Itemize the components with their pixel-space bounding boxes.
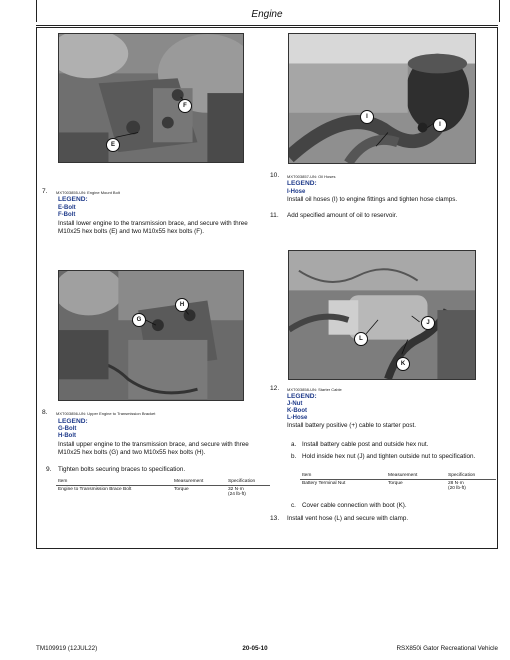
legend-item: H-Bolt	[58, 433, 76, 439]
callout-h: H	[175, 298, 189, 312]
callout-l: L	[354, 332, 368, 346]
engine-mount-photo	[58, 33, 244, 163]
step-text: Install lower engine to the transmission brace, and secure with three M10x25 hex bolts (E) and two M10x55 hex bolts (F).	[58, 220, 248, 236]
table-header: Item	[302, 473, 312, 478]
torque-spec-table	[56, 478, 270, 498]
callout-i: I	[360, 110, 374, 124]
table-cell	[226, 486, 270, 499]
step-number: 10.	[270, 172, 280, 179]
callout-j: J	[421, 316, 435, 330]
legend-item: J-Nut	[287, 401, 303, 407]
step-number: 11.	[270, 212, 279, 219]
header-divider	[36, 25, 498, 26]
page-title: Engine	[251, 9, 283, 20]
substep-text: Hold inside hex nut (J) and tighten outside nut to specification.	[302, 453, 476, 460]
figure-caption: MXT003858-UN: Starter Cable	[287, 387, 342, 392]
legend-item: I-Hose	[287, 189, 306, 195]
legend-item: E-Bolt	[58, 205, 76, 211]
legend-item: K-Boot	[287, 408, 307, 414]
spec-metric: 32 N·m	[228, 487, 244, 492]
figure-caption: MXT003855-UN: Engine Mount Bolt	[56, 190, 120, 195]
step-number: 13.	[270, 515, 280, 522]
spec-imperial: (20 lb-ft)	[448, 486, 466, 491]
substep-text: Cover cable connection with boot (K).	[302, 502, 407, 509]
upper-bracket-photo	[58, 270, 244, 401]
step-number: 12.	[270, 385, 280, 392]
legend-title: LEGEND:	[287, 393, 317, 400]
table-cell: Torque	[174, 487, 189, 492]
table-cell: Battery Terminal Nut	[302, 481, 346, 486]
legend-item: L-Hose	[287, 415, 308, 421]
figure-caption: MXT003857-UN: Oil Hoses	[287, 174, 336, 179]
table-cell	[446, 480, 496, 493]
callout-e: E	[106, 138, 120, 152]
step-text: Install upper engine to the transmission brace, and secure with three M10x25 hex bolts (G) and two M10x55 hex bolts (H).	[58, 441, 249, 457]
step-text: Install oil hoses (I) to engine fittings and tighten hose clamps.	[287, 196, 458, 203]
table-cell: Engine to Transmission Brace Bolt	[58, 487, 132, 492]
legend-title: LEGEND:	[58, 196, 88, 203]
legend-item: G-Bolt	[58, 426, 77, 432]
table-header: Item	[58, 479, 68, 484]
step-text: Add specified amount of oil to reservoir.	[287, 212, 398, 219]
table-row	[56, 486, 270, 499]
table-row	[300, 480, 496, 493]
figure-caption: MXT003856-UN: Upper Engine to Transmission Bracket	[56, 411, 156, 416]
step-number: 8.	[42, 409, 48, 416]
callout-i: I	[433, 118, 447, 132]
oil-hoses-photo	[288, 33, 476, 164]
legend-title: LEGEND:	[58, 418, 88, 425]
table-header: Measurement	[388, 473, 418, 478]
torque-spec-table	[300, 472, 496, 492]
footer-doc-id: TM109919 (12JUL22)	[36, 645, 98, 652]
callout-g: G	[132, 313, 146, 327]
footer-product-name: RSX850i Gator Recreational Vehicle	[396, 645, 498, 652]
substep-letter: c.	[291, 502, 296, 509]
spec-imperial: (24 lb-ft)	[228, 492, 246, 497]
table-cell: Torque	[388, 481, 403, 486]
table-header: Measurement	[174, 479, 204, 484]
starter-cable-photo	[288, 250, 476, 380]
table-header: Specification	[448, 473, 476, 478]
substep-text: Install battery cable post and outside hex nut.	[302, 441, 429, 448]
step-text: Install battery positive (+) cable to starter post.	[287, 422, 416, 429]
substep-letter: a.	[291, 441, 297, 448]
spec-metric: 28 N·m	[448, 481, 464, 486]
step-text: Install vent hose (L) and secure with clamp.	[287, 515, 409, 522]
step-number: 7.	[42, 188, 48, 195]
table-header: Specification	[228, 479, 256, 484]
step-number: 9.	[46, 466, 52, 473]
substep-letter: b.	[291, 453, 297, 460]
footer-page-number: 20-05-10	[242, 645, 268, 652]
callout-f: F	[178, 99, 192, 113]
callout-k: K	[396, 357, 410, 371]
step-text: Tighten bolts securing braces to specification.	[58, 466, 186, 473]
legend-item: F-Bolt	[58, 212, 76, 218]
legend-title: LEGEND:	[287, 180, 317, 187]
